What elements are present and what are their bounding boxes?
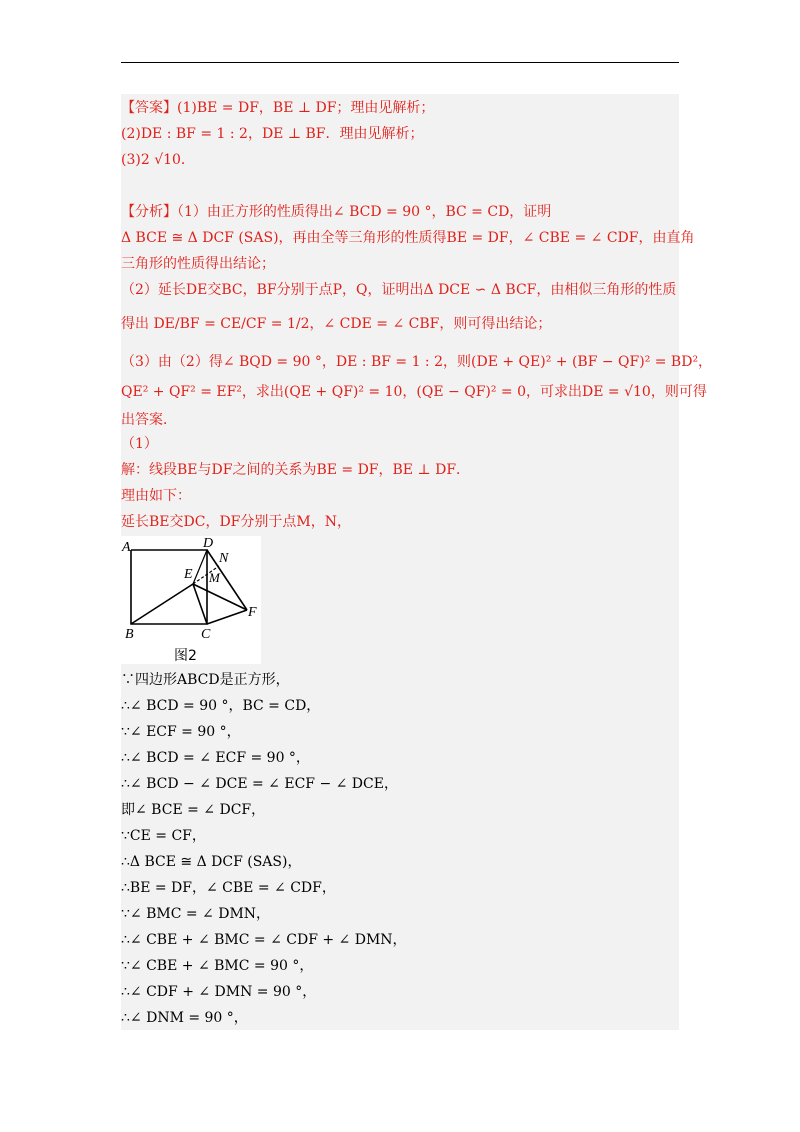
label-a: A bbox=[122, 540, 131, 555]
figure-caption: 图2 bbox=[174, 648, 197, 664]
proof-line-7: ∵CE = CF， bbox=[121, 828, 206, 844]
proof-line-5: ∴∠ BCD − ∠ DCE = ∠ ECF − ∠ DCE， bbox=[121, 776, 398, 792]
answer-line-2: (2)DE : BF = 1 : 2，DE ⊥ BF．理由见解析； bbox=[121, 126, 424, 142]
solution-line-1: 解：线段BE与DF之间的关系为BE = DF，BE ⊥ DF． bbox=[121, 462, 471, 478]
label-m: M bbox=[209, 570, 220, 585]
geometry-figure bbox=[121, 536, 261, 664]
header-rule bbox=[121, 62, 679, 63]
analysis-line-3: 三角形的性质得出结论； bbox=[121, 256, 275, 272]
proof-line-2: ∴∠ BCD = 90 °，BC = CD， bbox=[121, 698, 321, 714]
analysis-line-6: （3）由（2）得∠ BQD = 90 °，DE : BF = 1 : 2，则(DE + QE)² + (BF − QF)² = BD²， bbox=[121, 354, 713, 370]
analysis-line-1: 【分析】（1）由正方形的性质得出∠ BCD = 90 °，BC = CD，证明 bbox=[121, 204, 552, 220]
answer-line-3: (3)2 √10． bbox=[121, 152, 195, 168]
analysis-line-7: QE² + QF² = EF²，求出(QE + QF)² = 10，(QE − QF)² = 0，可求出DE = √10，则可得 bbox=[121, 384, 707, 400]
proof-line-10: ∵∠ BMC = ∠ DMN， bbox=[121, 906, 271, 922]
proof-line-1: ∵四边形ABCD是正方形， bbox=[121, 672, 290, 688]
solution-line-3: 延长BE交DC，DF分别于点M，N， bbox=[121, 514, 351, 530]
analysis-line-5: 得出 DE/BF = CE/CF = 1/2，∠ CDE = ∠ CBF，则可得出结论； bbox=[121, 316, 552, 332]
solution-line-2: 理由如下： bbox=[121, 488, 191, 504]
label-e: E bbox=[184, 567, 193, 582]
label-c: C bbox=[201, 627, 211, 642]
proof-line-9: ∴BE = DF，∠ CBE = ∠ CDF， bbox=[121, 880, 336, 896]
proof-line-12: ∵∠ CBE + ∠ BMC = 90 °， bbox=[121, 958, 314, 974]
proof-line-11: ∴∠ CBE + ∠ BMC = ∠ CDF + ∠ DMN， bbox=[121, 932, 407, 948]
answer-line-1: 【答案】(1)BE = DF，BE ⊥ DF；理由见解析； bbox=[121, 100, 435, 116]
label-f: F bbox=[248, 605, 257, 620]
proof-line-14: ∴∠ DNM = 90 °， bbox=[121, 1010, 248, 1026]
proof-line-3: ∵∠ ECF = 90 °， bbox=[121, 724, 241, 740]
proof-line-6: 即∠ BCE = ∠ DCF， bbox=[121, 802, 266, 818]
analysis-line-8: 出答案． bbox=[121, 412, 177, 428]
analysis-line-2: Δ BCE ≅ Δ DCF (SAS)，再由全等三角形的性质得BE = DF，∠ CBE = ∠ CDF，由直角 bbox=[121, 230, 695, 246]
label-d: D bbox=[203, 536, 214, 551]
label-n: N bbox=[219, 551, 229, 566]
proof-line-8: ∴Δ BCE ≅ Δ DCF (SAS)， bbox=[121, 854, 302, 870]
proof-line-13: ∴∠ CDF + ∠ DMN = 90 °， bbox=[121, 984, 317, 1000]
part1-heading: （1） bbox=[121, 436, 158, 452]
proof-line-4: ∴∠ BCD = ∠ ECF = 90 °， bbox=[121, 750, 310, 766]
analysis-line-4: （2）延长DE交BC，BF分别于点P，Q，证明出Δ DCE ∽ Δ BCF，由相似三角形的性质 bbox=[121, 282, 677, 298]
label-b: B bbox=[125, 627, 134, 642]
